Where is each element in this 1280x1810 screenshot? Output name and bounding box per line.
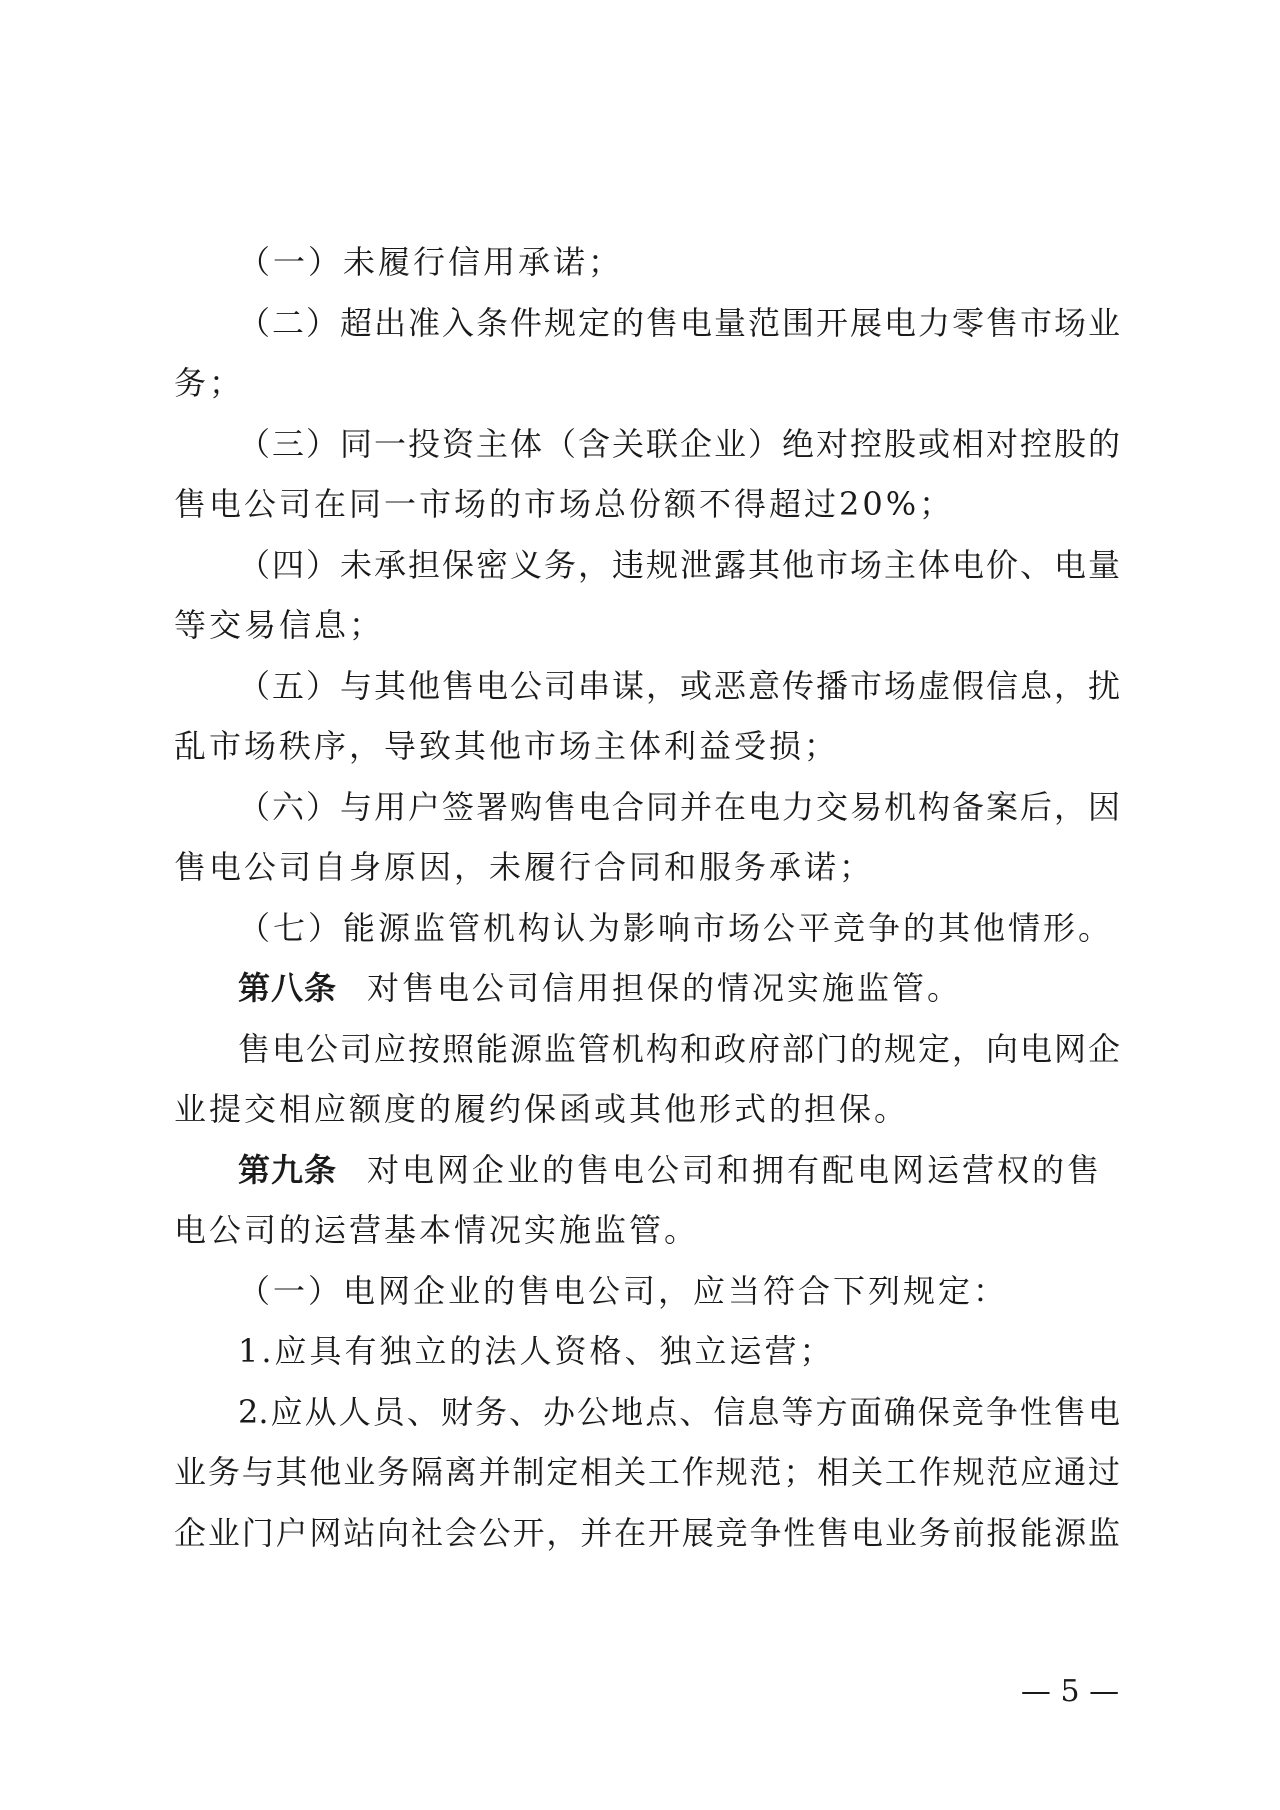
article-8-heading: 第八条	[238, 969, 338, 1007]
article-9-item-2-line-3: 企业门户网站向社会公开，并在开展竞争性售电业务前报能源监	[174, 1513, 1120, 1552]
article-8-para-line-1: 售电公司应按照能源监管机构和政府部门的规定，向电网企	[238, 1029, 1120, 1068]
clause-4-line-2: 等交易信息；	[174, 606, 385, 644]
article-9-item-2-line-2: 业务与其他业务隔离并制定相关工作规范；相关工作规范应通过	[174, 1453, 1120, 1491]
article-8	[174, 958, 1120, 1019]
clause-3-line-2: 售电公司在同一市场的市场总份额不得超过20%；	[174, 485, 955, 523]
clause-2-line-1: （二）超出准入条件规定的售电量范围开展电力零售市场业	[238, 303, 1120, 342]
article-9-item-2-line-1: 2.应从人员、财务、办公地点、信息等方面确保竞争性售电	[238, 1392, 1120, 1431]
article-9-item-1: 1.应具有独立的法人资格、独立运营；	[238, 1332, 835, 1370]
clause-7: （七）能源监管机构认为影响市场公平竞争的其他情形。	[238, 908, 1114, 947]
article-8-para-line-2: 业提交相应额度的履约保函或其他形式的担保。	[174, 1090, 910, 1128]
clause-2-line-2: 务；	[174, 364, 245, 402]
clause-3-line-1: （三）同一投资主体（含关联企业）绝对控股或相对控股的	[238, 424, 1120, 463]
clause-5-line-1: （五）与其他售电公司串谋，或恶意传播市场虚假信息，扰	[238, 666, 1120, 705]
article-9-text: 对电网企业的售电公司和拥有配电网运营权的售	[367, 1150, 1103, 1189]
article-8-text: 对售电公司信用担保的情况实施监管。	[367, 969, 963, 1007]
article-9-heading: 第九条	[238, 1150, 338, 1189]
article-9-clause-1: （一）电网企业的售电公司，应当符合下列规定：	[238, 1271, 1009, 1310]
article-9	[174, 1140, 1120, 1201]
clause-5-line-2: 乱市场秩序，导致其他市场主体利益受损；	[174, 727, 840, 765]
clause-6-line-1: （六）与用户签署购售电合同并在电力交易机构备案后，因	[238, 787, 1120, 826]
clause-4-line-1: （四）未承担保密义务，违规泄露其他市场主体电价、电量	[238, 545, 1120, 584]
page-number: — 5 —	[1020, 1674, 1120, 1709]
document-body	[174, 232, 1120, 1563]
clause-1: （一）未履行信用承诺；	[238, 243, 624, 281]
article-9-line-2: 电公司的运营基本情况实施监管。	[174, 1211, 700, 1249]
clause-6-line-2: 售电公司自身原因，未履行合同和服务承诺；	[174, 848, 875, 886]
